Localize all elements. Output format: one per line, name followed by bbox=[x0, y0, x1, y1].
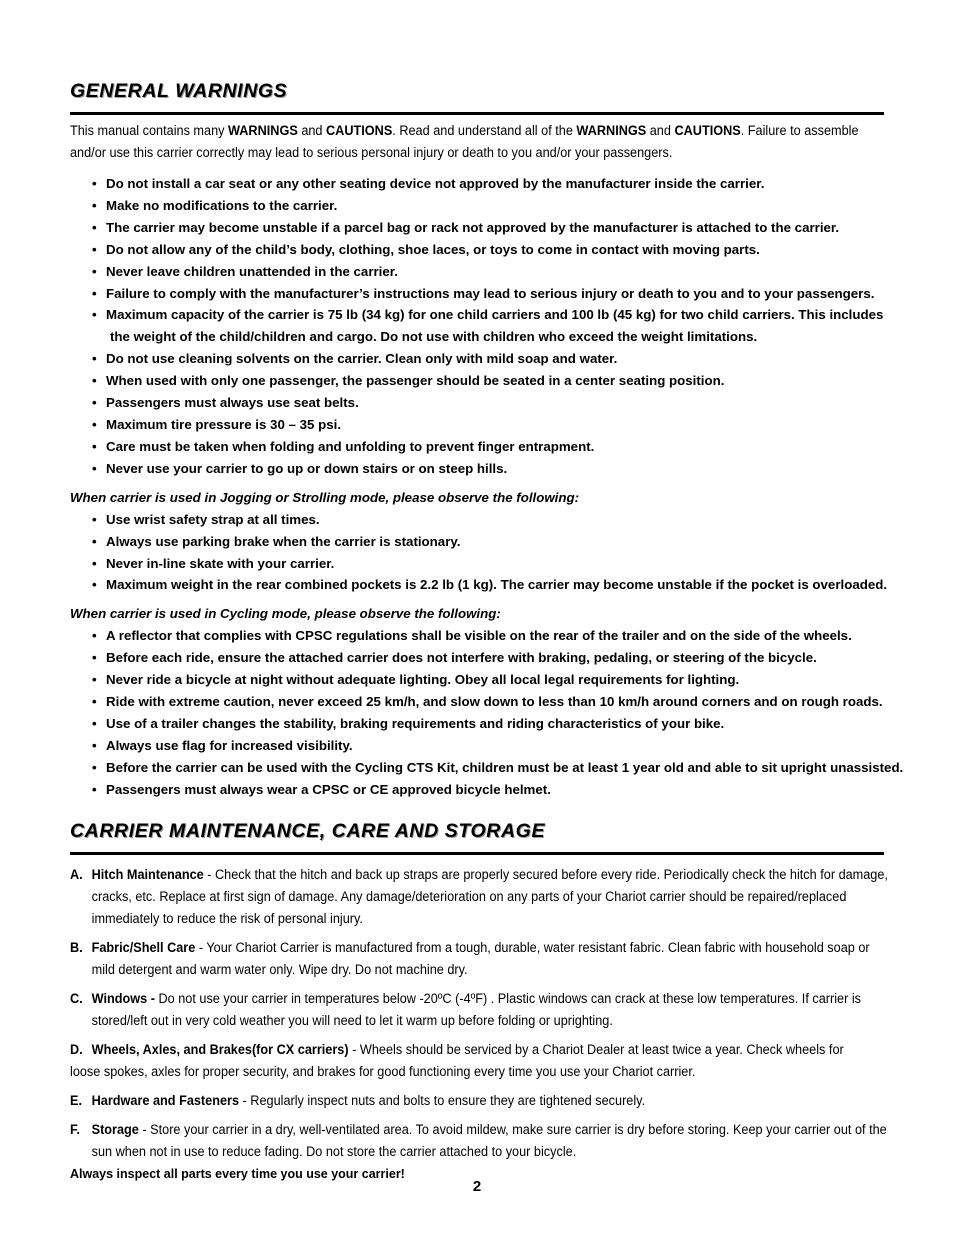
jogging-warning-item: • Maximum weight in the rear combined pockets is 2.2 lb (1 kg). The carrier may become unstable if the pocket is overloaded. bbox=[92, 574, 884, 596]
item-text: - Wheels should be serviced by a Chariot Dealer at least twice a year. Check wheels for loose spokes, axles for proper security, and brakes for good functioning every time you use your Chariot carrier. bbox=[70, 1042, 844, 1079]
cycling-warning-item: • Use of a trailer changes the stability, braking requirements and riding characteristics of your bike. bbox=[92, 713, 884, 735]
jogging-warning-item: • Never in-line skate with your carrier. bbox=[92, 553, 884, 575]
warning-item-continuation: the weight of the child/children and cargo. Do not use with children who exceed the weight limitations. bbox=[110, 329, 758, 345]
jogging-warning-item: • Always use parking brake when the carrier is stationary. bbox=[92, 531, 884, 553]
warning-item: • Make no modifications to the carrier. bbox=[92, 195, 884, 217]
intro-text: and bbox=[646, 123, 675, 138]
maintenance-list bbox=[70, 864, 888, 1185]
item-text: - Regularly inspect nuts and bolts to ensure they are tightened securely. bbox=[239, 1093, 646, 1108]
page-number: 2 bbox=[472, 1178, 482, 1195]
maintenance-heading: CARRIER MAINTENANCE, CARE AND STORAGE bbox=[70, 820, 884, 855]
item-label: Hardware and Fasteners bbox=[91, 1093, 240, 1108]
item-letter: A. bbox=[70, 867, 83, 882]
general-warnings-heading: GENERAL WARNINGS bbox=[70, 80, 884, 115]
item-letter: B. bbox=[70, 940, 83, 955]
maintenance-item bbox=[70, 937, 896, 981]
warning-item: • Maximum tire pressure is 30 – 35 psi. bbox=[92, 414, 884, 436]
intro-text: and bbox=[297, 123, 327, 138]
intro-text: This manual contains many bbox=[70, 123, 228, 138]
general-warnings-section bbox=[70, 80, 904, 801]
intro-bold: WARNINGS bbox=[227, 123, 298, 138]
warning-item: • Do not use cleaning solvents on the carrier. Clean only with mild soap and water. bbox=[92, 348, 884, 370]
cycling-warning-item: • Before each ride, ensure the attached carrier does not interfere with braking, pedaling, or steering of the bicycle. bbox=[92, 647, 884, 669]
item-letter: D. bbox=[70, 1042, 83, 1057]
maintenance-section bbox=[70, 820, 888, 1185]
cycling-warning-item: • Passengers must always wear a CPSC or CE approved bicycle helmet. bbox=[92, 779, 884, 801]
item-text: Do not use your carrier in temperatures below -20ºC (-4ºF) . Plastic windows can crack at these low temperatures. If carrier is stored/left out in very cold weather you will need to let it warm up before folding or uprighting. bbox=[91, 991, 862, 1028]
item-label: Fabric/Shell Care bbox=[91, 940, 196, 955]
cycling-warning-item: • Before the carrier can be used with the Cycling CTS Kit, children must be at least 1 year old and able to sit upright unassisted. bbox=[92, 757, 884, 779]
item-letter: E. bbox=[70, 1093, 82, 1108]
general-warning-list bbox=[70, 173, 884, 480]
warning-item: • Passengers must always use seat belts. bbox=[92, 392, 884, 414]
warning-item: • The carrier may become unstable if a parcel bag or rack not approved by the manufacturer is attached to the carrier. bbox=[92, 217, 884, 239]
jogging-mode-heading: When carrier is used in Jogging or Strolling mode, please observe the following: bbox=[70, 489, 580, 505]
item-letter: F. bbox=[70, 1122, 80, 1137]
cycling-warning-item: • Never ride a bicycle at night without adequate lighting. Obey all local legal requirements for lighting. bbox=[92, 669, 884, 691]
final-reminder: Always inspect all parts every time you use your carrier! bbox=[70, 1166, 405, 1181]
jogging-warning-item: • Use wrist safety strap at all times. bbox=[92, 509, 884, 531]
intro-bold: CAUTIONS bbox=[674, 123, 741, 138]
intro-paragraph bbox=[70, 120, 884, 164]
warning-item: • Never leave children unattended in the carrier. bbox=[92, 261, 884, 283]
item-text: - Store your carrier in a dry, well-ventilated area. To avoid mildew, make sure carrier is dry before storing. Keep your carrier out of the sun when not in use to reduce fading. Do not store the carrier attached to your bicycle. bbox=[91, 1122, 887, 1159]
item-letter: C. bbox=[70, 991, 83, 1006]
warning-item-multiline bbox=[92, 304, 884, 348]
intro-bold: CAUTIONS bbox=[326, 123, 393, 138]
cycling-mode-heading: When carrier is used in Cycling mode, please observe the following: bbox=[70, 606, 501, 622]
item-label: Hitch Maintenance bbox=[91, 867, 204, 882]
maintenance-item bbox=[70, 1090, 896, 1112]
cycling-warning-list bbox=[70, 625, 904, 800]
warning-item-line: Maximum capacity of the carrier is 75 lb (34 kg) for one child carriers and 100 lb (45 kg) for two child carriers. This includes bbox=[106, 307, 884, 323]
intro-text: . Read and understand all of the bbox=[392, 123, 577, 138]
item-text: - Your Chariot Carrier is manufactured from a tough, durable, water resistant fabric. Clean fabric with household soap or mild detergent and warm water only. Wipe dry. Do not machine dry. bbox=[91, 940, 870, 977]
cycling-warning-item: • Always use flag for increased visibility. bbox=[92, 735, 884, 757]
cycling-warning-item: • Ride with extreme caution, never exceed 25 km/h, and slow down to less than 10 km/h around corners and on rough roads. bbox=[92, 691, 884, 713]
jogging-warning-list bbox=[70, 509, 888, 597]
maintenance-item bbox=[70, 1039, 875, 1083]
warning-item: • Failure to comply with the manufacturer’s instructions may lead to serious injury or death to you and to your passengers. bbox=[92, 283, 884, 305]
warning-item: • Do not install a car seat or any other seating device not approved by the manufacturer inside the carrier. bbox=[92, 173, 884, 195]
item-label: Wheels, Axles, and Brakes(for CX carriers) bbox=[91, 1042, 349, 1057]
item-label: Storage bbox=[91, 1122, 139, 1137]
maintenance-item bbox=[70, 1119, 896, 1163]
maintenance-item bbox=[70, 864, 896, 930]
intro-bold: WARNINGS bbox=[576, 123, 647, 138]
warning-item: • Never use your carrier to go up or down stairs or on steep hills. bbox=[92, 458, 884, 480]
cycling-warning-item: • A reflector that complies with CPSC regulations shall be visible on the rear of the trailer and on the side of the wheels. bbox=[92, 625, 884, 647]
warning-item: • Care must be taken when folding and unfolding to prevent finger entrapment. bbox=[92, 436, 884, 458]
maintenance-item bbox=[70, 988, 896, 1032]
intro-text: . Failure to assemble and/or use this carrier correctly may lead to serious personal injury or death to you and/or your passengers. bbox=[70, 123, 859, 160]
warning-item: • Do not allow any of the child’s body, clothing, shoe laces, or toys to come in contact with moving parts. bbox=[92, 239, 884, 261]
item-label: Windows - bbox=[91, 991, 155, 1006]
item-text: - Check that the hitch and back up straps are properly secured before every ride. Periodically check the hitch for damage, cracks, etc. Replace at first sign of damage. Any damage/deterioration on any parts of your Chariot carrier should be repaired/replaced immediately to reduce the risk of personal injury. bbox=[91, 867, 888, 926]
warning-item: • When used with only one passenger, the passenger should be seated in a center seating position. bbox=[92, 370, 884, 392]
